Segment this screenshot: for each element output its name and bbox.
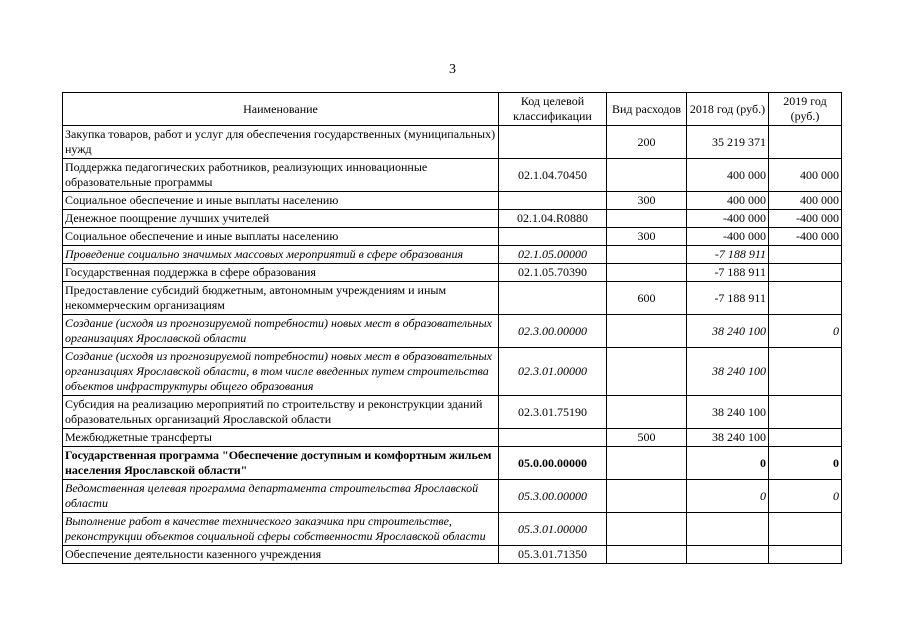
cell-code: 02.3.01.75190 bbox=[499, 396, 607, 429]
cell-name: Государственная программа "Обеспечение доступным и комфортным жильем населения Ярославской области" bbox=[63, 447, 499, 480]
cell-code: 02.1.05.00000 bbox=[499, 246, 607, 264]
cell-amount-2019 bbox=[769, 282, 842, 315]
cell-expense-type: 600 bbox=[607, 282, 687, 315]
cell-name: Предоставление субсидий бюджетным, автономным учреждениям и иным некоммерческим организациям bbox=[63, 282, 499, 315]
cell-code: 05.3.00.00000 bbox=[499, 480, 607, 513]
cell-expense-type: 300 bbox=[607, 192, 687, 210]
cell-amount-2018: 0 bbox=[687, 447, 769, 480]
cell-amount-2018: 38 240 100 bbox=[687, 348, 769, 396]
cell-amount-2019 bbox=[769, 264, 842, 282]
table-row bbox=[63, 126, 842, 159]
page-number: 3 bbox=[449, 62, 456, 77]
cell-expense-type bbox=[607, 264, 687, 282]
cell-amount-2019: 0 bbox=[769, 480, 842, 513]
cell-amount-2018: 35 219 371 bbox=[687, 126, 769, 159]
cell-code: 02.1.05.70390 bbox=[499, 264, 607, 282]
cell-amount-2019 bbox=[769, 396, 842, 429]
cell-amount-2019 bbox=[769, 246, 842, 264]
cell-name: Проведение социально значимых массовых мероприятий в сфере образования bbox=[63, 246, 499, 264]
cell-amount-2019: 0 bbox=[769, 447, 842, 480]
cell-name: Ведомственная целевая программа департамента строительства Ярославской области bbox=[63, 480, 499, 513]
cell-amount-2019: -400 000 bbox=[769, 210, 842, 228]
cell-amount-2018 bbox=[687, 546, 769, 564]
cell-expense-type bbox=[607, 447, 687, 480]
table-row bbox=[63, 447, 842, 480]
cell-code: 02.1.04.R0880 bbox=[499, 210, 607, 228]
cell-amount-2018: 400 000 bbox=[687, 192, 769, 210]
table-row bbox=[63, 429, 842, 447]
cell-amount-2019 bbox=[769, 126, 842, 159]
cell-expense-type bbox=[607, 546, 687, 564]
cell-name: Межбюджетные трансферты bbox=[63, 429, 499, 447]
cell-amount-2018: 38 240 100 bbox=[687, 396, 769, 429]
cell-amount-2019: 400 000 bbox=[769, 192, 842, 210]
table-header-row bbox=[63, 93, 842, 126]
table-row bbox=[63, 159, 842, 192]
cell-expense-type bbox=[607, 396, 687, 429]
budget-table bbox=[62, 92, 842, 564]
cell-amount-2018: 0 bbox=[687, 480, 769, 513]
cell-name: Закупка товаров, работ и услуг для обеспечения государственных (муниципальных) нужд bbox=[63, 126, 499, 159]
cell-expense-type bbox=[607, 513, 687, 546]
header-year-2019: 2019 год (руб.) bbox=[769, 93, 842, 126]
cell-expense-type bbox=[607, 480, 687, 513]
cell-code bbox=[499, 429, 607, 447]
cell-amount-2019: -400 000 bbox=[769, 228, 842, 246]
cell-amount-2018: -400 000 bbox=[687, 210, 769, 228]
table-row bbox=[63, 282, 842, 315]
cell-code bbox=[499, 282, 607, 315]
cell-amount-2018: 38 240 100 bbox=[687, 315, 769, 348]
cell-amount-2018: 400 000 bbox=[687, 159, 769, 192]
cell-name: Субсидия на реализацию мероприятий по строительству и реконструкции зданий образовательных организаций Ярославской области bbox=[63, 396, 499, 429]
cell-expense-type: 200 bbox=[607, 126, 687, 159]
table-row bbox=[63, 315, 842, 348]
cell-amount-2019 bbox=[769, 348, 842, 396]
cell-amount-2018: -7 188 911 bbox=[687, 264, 769, 282]
cell-code bbox=[499, 126, 607, 159]
cell-code bbox=[499, 192, 607, 210]
cell-amount-2018: -7 188 911 bbox=[687, 246, 769, 264]
cell-name: Создание (исходя из прогнозируемой потребности) новых мест в образовательных организациях Ярославской области, в том числе введенных путем строительства объектов инфраструктуры общего образования bbox=[63, 348, 499, 396]
cell-amount-2019: 0 bbox=[769, 315, 842, 348]
table-row bbox=[63, 192, 842, 210]
header-code: Код целевой классификации bbox=[499, 93, 607, 126]
cell-amount-2018 bbox=[687, 513, 769, 546]
table-body bbox=[63, 126, 842, 564]
table-row bbox=[63, 348, 842, 396]
cell-amount-2019 bbox=[769, 429, 842, 447]
table-row bbox=[63, 396, 842, 429]
table-row bbox=[63, 480, 842, 513]
cell-name: Поддержка педагогических работников, реализующих инновационные образовательные программы bbox=[63, 159, 499, 192]
cell-code: 05.0.00.00000 bbox=[499, 447, 607, 480]
header-expense-type: Вид расходов bbox=[607, 93, 687, 126]
cell-expense-type: 500 bbox=[607, 429, 687, 447]
cell-amount-2018: 38 240 100 bbox=[687, 429, 769, 447]
cell-name: Денежное поощрение лучших учителей bbox=[63, 210, 499, 228]
cell-code: 02.3.00.00000 bbox=[499, 315, 607, 348]
cell-expense-type bbox=[607, 348, 687, 396]
cell-code: 05.3.01.00000 bbox=[499, 513, 607, 546]
cell-name: Социальное обеспечение и иные выплаты населению bbox=[63, 228, 499, 246]
header-year-2018: 2018 год (руб.) bbox=[687, 93, 769, 126]
cell-name: Создание (исходя из прогнозируемой потребности) новых мест в образовательных организациях Ярославской области bbox=[63, 315, 499, 348]
cell-name: Обеспечение деятельности казенного учреждения bbox=[63, 546, 499, 564]
cell-expense-type bbox=[607, 210, 687, 228]
cell-expense-type bbox=[607, 159, 687, 192]
cell-code bbox=[499, 228, 607, 246]
table-row bbox=[63, 210, 842, 228]
header-name: Наименование bbox=[63, 93, 499, 126]
cell-name: Социальное обеспечение и иные выплаты населению bbox=[63, 192, 499, 210]
cell-amount-2019: 400 000 bbox=[769, 159, 842, 192]
cell-code: 02.1.04.70450 bbox=[499, 159, 607, 192]
cell-name: Государственная поддержка в сфере образования bbox=[63, 264, 499, 282]
table-row bbox=[63, 264, 842, 282]
cell-amount-2019 bbox=[769, 513, 842, 546]
table-row bbox=[63, 246, 842, 264]
cell-name: Выполнение работ в качестве технического заказчика при строительстве, реконструкции объектов социальной сферы собственности Ярославской области bbox=[63, 513, 499, 546]
cell-amount-2019 bbox=[769, 546, 842, 564]
cell-code: 05.3.01.71350 bbox=[499, 546, 607, 564]
cell-expense-type: 300 bbox=[607, 228, 687, 246]
cell-code: 02.3.01.00000 bbox=[499, 348, 607, 396]
cell-expense-type bbox=[607, 315, 687, 348]
cell-amount-2018: -400 000 bbox=[687, 228, 769, 246]
table-row bbox=[63, 513, 842, 546]
cell-amount-2018: -7 188 911 bbox=[687, 282, 769, 315]
table-row bbox=[63, 546, 842, 564]
table-row bbox=[63, 228, 842, 246]
cell-expense-type bbox=[607, 246, 687, 264]
